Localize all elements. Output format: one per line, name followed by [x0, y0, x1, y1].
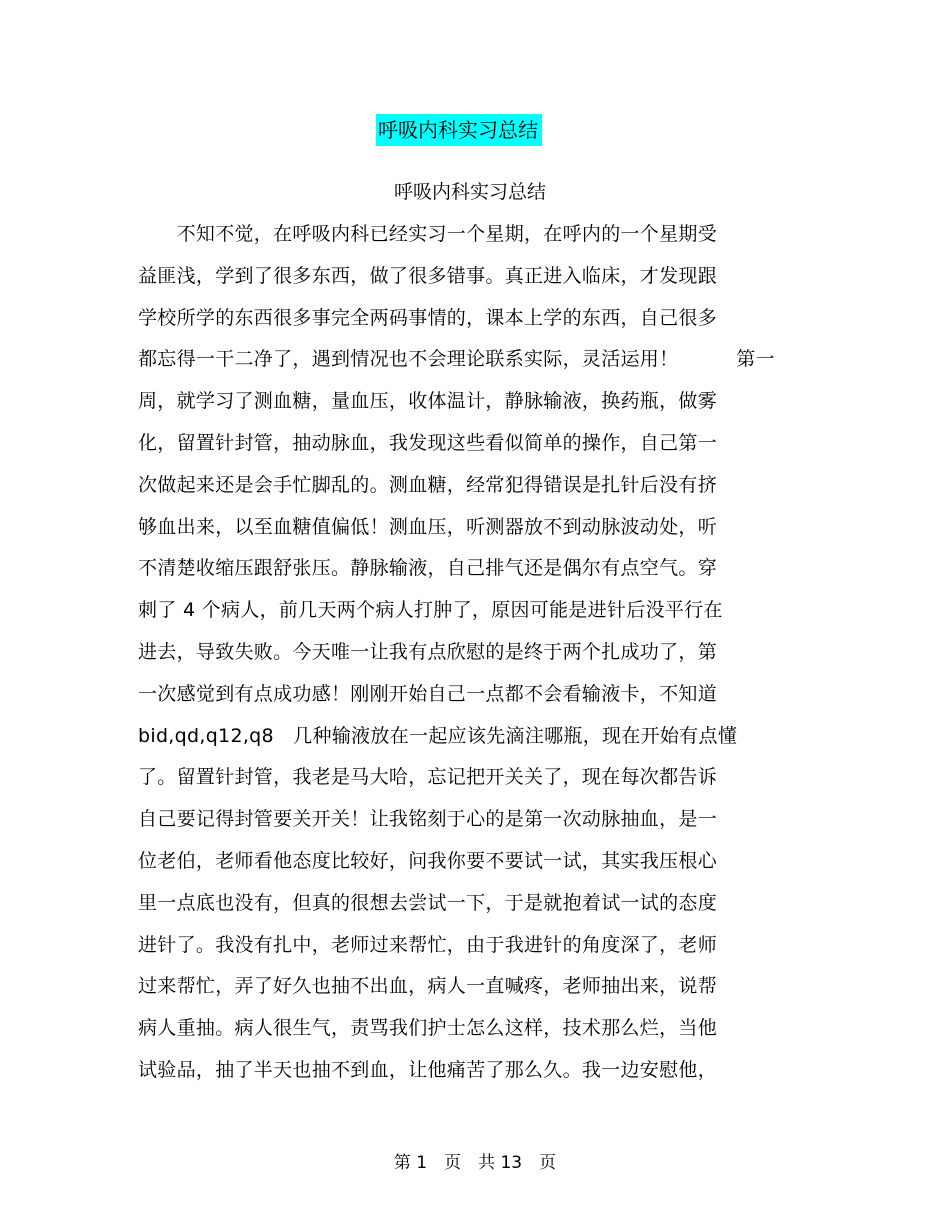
- body-text-line: 刺了 4 个病人，前几天两个病人打肿了，原因可能是进针后没平行在: [138, 599, 723, 622]
- body-text-line: 里一点底也没有，但真的很想去尝试一下，于是就抱着试一试的态度: [138, 891, 718, 914]
- body-text-line: 一次感觉到有点成功感！刚刚开始自己一点都不会看输液卡，不知道: [138, 682, 718, 705]
- body-text-line: 周，就学习了测血糖，量血压，收体温计，静脉输液，换药瓶，做雾: [138, 390, 718, 413]
- body-text-line: 不清楚收缩压跟舒张压。静脉输液，自己排气还是偶尔有点空气。穿: [138, 557, 718, 580]
- document-subtitle: 呼吸内科实习总结: [393, 181, 546, 203]
- body-text-line: 进针了。我没有扎中，老师过来帮忙，由于我进针的角度深了，老师: [138, 933, 718, 956]
- body-text-line: 学校所学的东西很多事完全两码事情的，课本上学的东西，自己很多: [138, 306, 718, 329]
- body-text-line: 化，留置针封管，抽动脉血，我发现这些看似简单的操作，自己第一: [138, 432, 718, 454]
- body-text-line: 自己要记得封管要关开关！让我铭刻于心的是第一次动脉抽血，是一: [138, 808, 718, 831]
- body-text-line: 病人重抽。病人很生气，责骂我们护士怎么这样，技术那么烂，当他: [138, 1017, 718, 1040]
- body-text-line: 了。留置针封管，我老是马大哈，忘记把开关关了，现在每次都告诉: [138, 766, 718, 789]
- document-title: 呼吸内科实习总结: [376, 114, 542, 146]
- body-text-line: 益匪浅，学到了很多东西，做了很多错事。真正进入临床，才发现跟: [138, 264, 718, 287]
- body-text-line: 够血出来，以至血糖值偏低！测血压，听测器放不到动脉波动处，听: [138, 515, 718, 538]
- body-text-line: 过来帮忙，弄了好久也抽不出血，病人一直喊疼，老师抽出来，说帮: [138, 975, 718, 998]
- page-footer: 第 1 页 共 13 页: [393, 1153, 557, 1173]
- body-text-line: 试验品，抽了半天也抽不到血，让他痛苦了那么久。我一边安慰他，: [138, 1059, 718, 1081]
- body-text-line: 都忘得一干二净了，遇到情况也不会理论联系实际，灵活运用！ 第一: [138, 348, 775, 371]
- body-text-line: 位老伯，老师看他态度比较好，问我你要不要试一试，其实我压根心: [138, 850, 718, 872]
- body-text-line: bid,qd,q12,q8 几种输液放在一起应该先滴注哪瓶，现在开始有点懂: [138, 724, 738, 747]
- body-text-line: 次做起来还是会手忙脚乱的。测血糖，经常犯得错误是扎针后没有挤: [138, 473, 718, 496]
- body-text-line: 进去，导致失败。今天唯一让我有点欣慰的是终于两个扎成功了，第: [138, 641, 718, 663]
- body-text-line: 不知不觉，在呼吸内科已经实习一个星期，在呼内的一个星期受: [138, 223, 718, 245]
